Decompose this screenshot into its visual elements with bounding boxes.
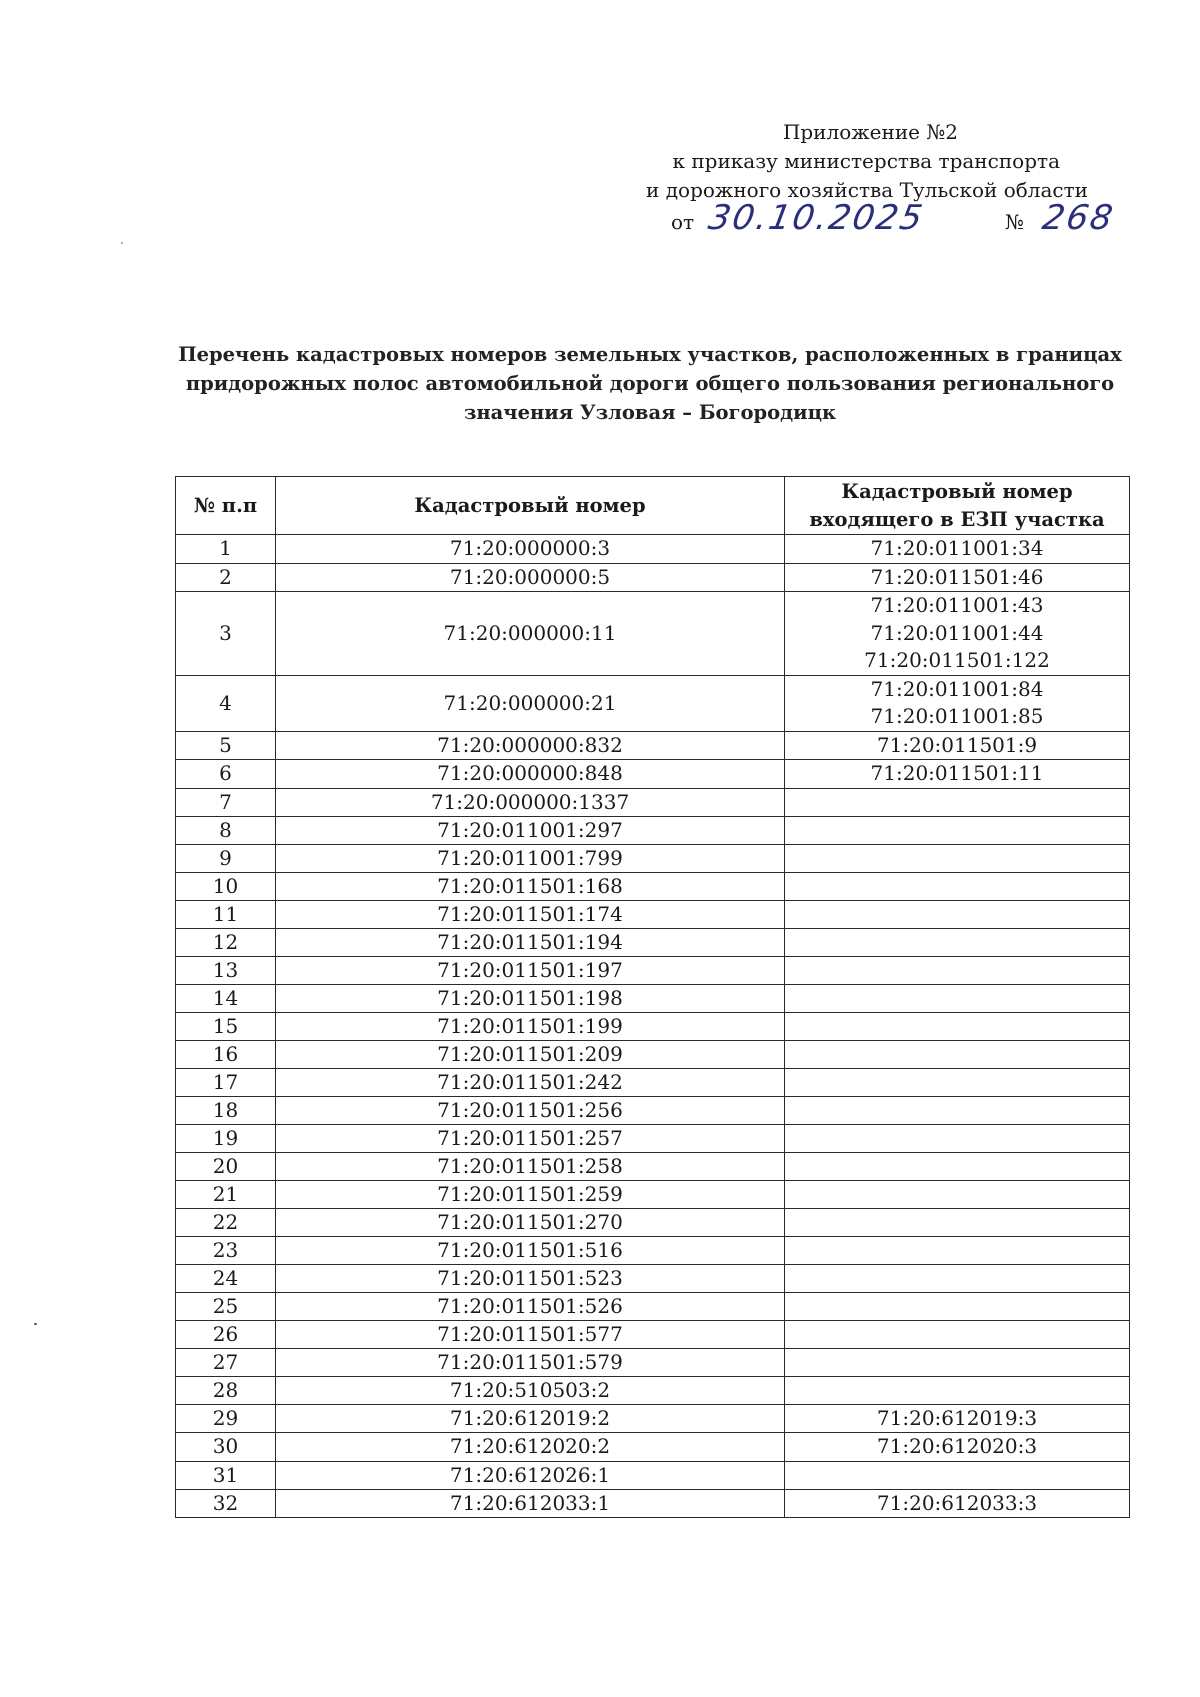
table-body xyxy=(176,535,1130,1518)
row-number-cell: 11 xyxy=(176,900,276,928)
cadastral-number-cell: 71:20:011501:198 xyxy=(276,984,785,1012)
cadastral-number-cell: 71:20:011501:270 xyxy=(276,1208,785,1236)
row-number-cell: 22 xyxy=(176,1208,276,1236)
cadastral-number-cell: 71:20:612019:2 xyxy=(276,1404,785,1433)
row-number-cell: 4 xyxy=(176,675,276,731)
row-number-cell: 31 xyxy=(176,1461,276,1489)
table-row xyxy=(176,535,1130,564)
ezp-cadastral-number-cell xyxy=(785,788,1130,816)
cadastral-number-cell: 71:20:011501:259 xyxy=(276,1180,785,1208)
row-number-cell: 27 xyxy=(176,1348,276,1376)
order-reference: к приказу министерства транспорта xyxy=(672,149,1060,173)
ezp-cadastral-number-cell xyxy=(785,1348,1130,1376)
row-number-cell: 15 xyxy=(176,1012,276,1040)
row-number-cell: 16 xyxy=(176,1040,276,1068)
table-row xyxy=(176,816,1130,844)
ezp-cadastral-number-cell xyxy=(785,563,1130,592)
row-number-cell: 5 xyxy=(176,731,276,760)
row-number-cell: 30 xyxy=(176,1433,276,1462)
table-row xyxy=(176,1461,1130,1489)
table-row xyxy=(176,1404,1130,1433)
cadastral-number-cell: 71:20:000000:832 xyxy=(276,731,785,760)
ezp-cadastral-number-cell xyxy=(785,760,1130,789)
ezp-cadastral-number-cell xyxy=(785,956,1130,984)
ezp-cadastral-number-cell xyxy=(785,1433,1130,1462)
ezp-cadastral-number-cell xyxy=(785,1489,1130,1518)
row-number-cell: 23 xyxy=(176,1236,276,1264)
ezp-cadastral-number-cell xyxy=(785,1040,1130,1068)
ezp-cadastral-number-cell xyxy=(785,844,1130,872)
handwritten-number: 268 xyxy=(1039,198,1118,238)
cadastral-number-cell: 71:20:011501:197 xyxy=(276,956,785,984)
ezp-cadastral-number: 71:20:612019:3 xyxy=(876,1405,1038,1430)
ezp-cadastral-number: 71:20:612033:3 xyxy=(876,1490,1038,1515)
row-number-cell: 19 xyxy=(176,1124,276,1152)
table-row xyxy=(176,872,1130,900)
table-row xyxy=(176,844,1130,872)
ezp-cadastral-number-cell xyxy=(785,1068,1130,1096)
document-title xyxy=(160,340,1140,427)
table-row xyxy=(176,1348,1130,1376)
table-row xyxy=(176,1489,1130,1518)
ezp-cadastral-number: 71:20:011001:44 xyxy=(870,620,1044,645)
number-prefix: № xyxy=(1005,210,1024,234)
ezp-cadastral-number: 71:20:011001:85 xyxy=(870,704,1044,728)
table-row xyxy=(176,1236,1130,1264)
table-row xyxy=(176,1040,1130,1068)
cadastral-number-cell: 71:20:000000:21 xyxy=(276,675,785,731)
cadastral-number-cell: 71:20:011501:579 xyxy=(276,1348,785,1376)
header-ezp-cadastral-number xyxy=(785,477,1130,535)
row-number-cell: 26 xyxy=(176,1320,276,1348)
table-row xyxy=(176,1264,1130,1292)
table-row xyxy=(176,1320,1130,1348)
order-date-number-line xyxy=(671,198,1118,242)
cadastral-number-cell: 71:20:510503:2 xyxy=(276,1376,785,1404)
cadastral-number-cell: 71:20:011501:256 xyxy=(276,1096,785,1124)
ezp-cadastral-number: 71:20:612020:3 xyxy=(876,1434,1038,1458)
header-row-number: № п.п xyxy=(176,477,276,535)
row-number-cell: 2 xyxy=(176,563,276,592)
ezp-cadastral-number-cell xyxy=(785,731,1130,760)
row-number-cell: 14 xyxy=(176,984,276,1012)
ezp-cadastral-number-cell xyxy=(785,1208,1130,1236)
table-row xyxy=(176,563,1130,592)
row-number-cell: 7 xyxy=(176,788,276,816)
ezp-cadastral-number-cell xyxy=(785,1404,1130,1433)
row-number-cell: 12 xyxy=(176,928,276,956)
row-number-cell: 20 xyxy=(176,1152,276,1180)
row-number-cell: 9 xyxy=(176,844,276,872)
cadastral-number-cell: 71:20:011501:194 xyxy=(276,928,785,956)
cadastral-number-cell: 71:20:000000:1337 xyxy=(276,788,785,816)
cadastral-number-cell: 71:20:011501:516 xyxy=(276,1236,785,1264)
scan-speck xyxy=(121,242,123,244)
ezp-cadastral-number: 71:20:011001:84 xyxy=(870,676,1044,701)
handwritten-date: 30.10.2025 xyxy=(705,198,928,238)
row-number-cell: 8 xyxy=(176,816,276,844)
table-row xyxy=(176,1096,1130,1124)
cadastral-number-cell: 71:20:612026:1 xyxy=(276,1461,785,1489)
cadastral-number-cell: 71:20:011501:174 xyxy=(276,900,785,928)
cadastral-number-cell: 71:20:011501:242 xyxy=(276,1068,785,1096)
cadastral-number-cell: 71:20:000000:5 xyxy=(276,563,785,592)
row-number-cell: 29 xyxy=(176,1404,276,1433)
scan-speck xyxy=(34,1323,37,1325)
table-row xyxy=(176,1208,1130,1236)
ezp-cadastral-number-cell xyxy=(785,816,1130,844)
cadastral-table xyxy=(175,476,1130,1518)
table-row xyxy=(176,1152,1130,1180)
table-row xyxy=(176,1292,1130,1320)
row-number-cell: 13 xyxy=(176,956,276,984)
cadastral-table-wrapper xyxy=(175,476,1129,1518)
table-row xyxy=(176,956,1130,984)
ezp-cadastral-number-cell xyxy=(785,592,1130,676)
cadastral-number-cell: 71:20:612020:2 xyxy=(276,1433,785,1462)
ezp-cadastral-number-cell xyxy=(785,1012,1130,1040)
cadastral-number-cell: 71:20:000000:3 xyxy=(276,535,785,564)
ezp-cadastral-number-cell xyxy=(785,1376,1130,1404)
row-number-cell: 32 xyxy=(176,1489,276,1518)
table-row xyxy=(176,1180,1130,1208)
ezp-cadastral-number: 71:20:011501:9 xyxy=(876,732,1038,757)
cadastral-number-cell: 71:20:011001:799 xyxy=(276,844,785,872)
ezp-cadastral-number-cell xyxy=(785,1152,1130,1180)
row-number-cell: 10 xyxy=(176,872,276,900)
table-row xyxy=(176,900,1130,928)
table-header-row xyxy=(176,477,1130,535)
ezp-cadastral-number: 71:20:011001:43 xyxy=(870,593,1044,617)
table-row xyxy=(176,1068,1130,1096)
ezp-cadastral-number: 71:20:011501:11 xyxy=(870,761,1044,785)
table-row xyxy=(176,1376,1130,1404)
row-number-cell: 24 xyxy=(176,1264,276,1292)
ezp-cadastral-number-cell xyxy=(785,900,1130,928)
cadastral-number-cell: 71:20:011501:209 xyxy=(276,1040,785,1068)
cadastral-number-cell: 71:20:011501:258 xyxy=(276,1152,785,1180)
ezp-cadastral-number-cell xyxy=(785,535,1130,564)
row-number-cell: 18 xyxy=(176,1096,276,1124)
header-cadastral-number: Кадастровый номер xyxy=(276,477,785,535)
ezp-cadastral-number-cell xyxy=(785,928,1130,956)
title-line-2: придорожных полос автомобильной дороги общего пользования регионального xyxy=(185,372,1115,395)
cadastral-number-cell: 71:20:000000:848 xyxy=(276,760,785,789)
header-ezp-line-1: Кадастровый номер xyxy=(841,480,1073,503)
table-row xyxy=(176,1124,1130,1152)
cadastral-number-cell: 71:20:011501:577 xyxy=(276,1320,785,1348)
row-number-cell: 6 xyxy=(176,760,276,789)
table-row xyxy=(176,928,1130,956)
ministry-name: и дорожного хозяйства Тульской области xyxy=(646,178,1088,202)
title-line-3: значения Узловая – Богородицк xyxy=(463,401,837,424)
appendix-header xyxy=(600,118,1100,205)
ezp-cadastral-number-cell xyxy=(785,1320,1130,1348)
table-row xyxy=(176,1012,1130,1040)
ezp-cadastral-number-cell xyxy=(785,984,1130,1012)
row-number-cell: 25 xyxy=(176,1292,276,1320)
ezp-cadastral-number-cell xyxy=(785,1264,1130,1292)
ezp-cadastral-number-cell xyxy=(785,872,1130,900)
table-row xyxy=(176,788,1130,816)
cadastral-number-cell: 71:20:011001:297 xyxy=(276,816,785,844)
ezp-cadastral-number: 71:20:011001:34 xyxy=(870,536,1044,560)
ezp-cadastral-number-cell xyxy=(785,1236,1130,1264)
row-number-cell: 17 xyxy=(176,1068,276,1096)
cadastral-number-cell: 71:20:011501:257 xyxy=(276,1124,785,1152)
row-number-cell: 3 xyxy=(176,592,276,676)
ezp-cadastral-number-cell xyxy=(785,1292,1130,1320)
cadastral-number-cell: 71:20:612033:1 xyxy=(276,1489,785,1518)
cadastral-number-cell: 71:20:000000:11 xyxy=(276,592,785,676)
table-row xyxy=(176,984,1130,1012)
date-prefix: от xyxy=(671,210,695,234)
ezp-cadastral-number-cell xyxy=(785,675,1130,731)
ezp-cadastral-number: 71:20:011501:46 xyxy=(870,564,1044,589)
appendix-title: Приложение №2 xyxy=(782,120,958,144)
table-row xyxy=(176,760,1130,789)
table-row xyxy=(176,675,1130,731)
table-row xyxy=(176,592,1130,676)
ezp-cadastral-number-cell xyxy=(785,1461,1130,1489)
cadastral-number-cell: 71:20:011501:199 xyxy=(276,1012,785,1040)
cadastral-number-cell: 71:20:011501:523 xyxy=(276,1264,785,1292)
table-row xyxy=(176,731,1130,760)
header-ezp-line-2: входящего в ЕЗП участка xyxy=(809,507,1105,531)
ezp-cadastral-number-cell xyxy=(785,1180,1130,1208)
cadastral-number-cell: 71:20:011501:168 xyxy=(276,872,785,900)
ezp-cadastral-number-cell xyxy=(785,1096,1130,1124)
ezp-cadastral-number: 71:20:011501:122 xyxy=(864,648,1050,672)
row-number-cell: 21 xyxy=(176,1180,276,1208)
row-number-cell: 1 xyxy=(176,535,276,564)
cadastral-number-cell: 71:20:011501:526 xyxy=(276,1292,785,1320)
ezp-cadastral-number-cell xyxy=(785,1124,1130,1152)
table-row xyxy=(176,1433,1130,1462)
row-number-cell: 28 xyxy=(176,1376,276,1404)
title-line-1: Перечень кадастровых номеров земельных участков, расположенных в границах xyxy=(178,343,1122,366)
